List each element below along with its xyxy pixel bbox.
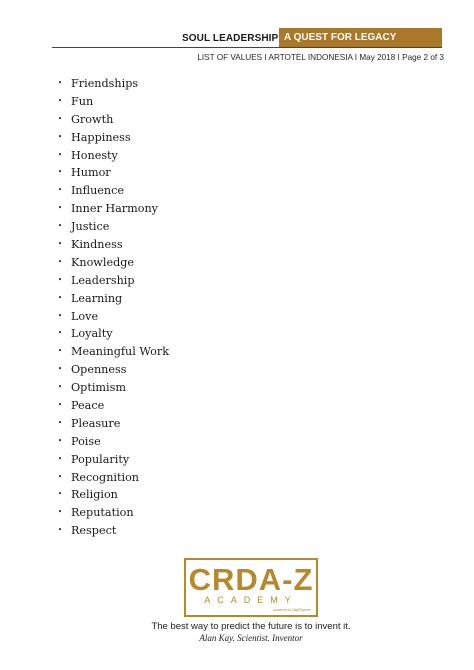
bullet-icon: • — [58, 490, 63, 499]
header-title-left: SOUL LEADERSHIP — [182, 33, 279, 44]
bullet-icon: • — [58, 383, 63, 392]
list-item — [58, 272, 169, 290]
list-item — [58, 200, 169, 218]
list-item-label: Pleasure — [71, 416, 121, 430]
bullet-icon: • — [58, 257, 63, 266]
list-item-label: Poise — [71, 434, 101, 448]
bullet-icon: • — [58, 114, 63, 123]
bullet-icon: • — [58, 222, 63, 231]
logo-title: CRDA-Z — [188, 562, 314, 597]
list-item — [58, 93, 169, 111]
list-item-label: Respect — [71, 524, 117, 538]
list-item — [58, 433, 169, 451]
header-title-right: A QUEST FOR LEGACY — [279, 28, 442, 47]
list-item-label: Reputation — [71, 506, 134, 520]
bullet-icon: • — [58, 168, 63, 177]
bullet-icon: • — [58, 132, 63, 141]
bullet-icon: • — [58, 150, 63, 159]
list-item-label: Learning — [71, 291, 123, 305]
bullet-icon: • — [58, 472, 63, 481]
header-subtitle: LIST OF VALUES I ARTOTEL INDONESIA I May 2018 I Page 2 of 3 — [197, 53, 444, 62]
list-item-label: Peace — [71, 399, 105, 413]
list-item — [58, 254, 169, 272]
list-item-label: Popularity — [71, 452, 130, 466]
list-item-label: Openness — [71, 363, 127, 377]
bullet-icon: • — [58, 275, 63, 284]
bullet-icon: • — [58, 186, 63, 195]
list-item — [58, 218, 169, 236]
list-item — [58, 164, 169, 182]
list-item — [58, 236, 169, 254]
list-item — [58, 469, 169, 487]
bullet-icon: • — [58, 526, 63, 535]
list-item — [58, 182, 169, 200]
list-item — [58, 147, 169, 165]
values-list — [58, 75, 169, 540]
list-item-label: Happiness — [71, 130, 131, 144]
logo-subtitle: ACADEMY — [204, 595, 298, 605]
bullet-icon: • — [58, 347, 63, 356]
logo-powered-by: powered by DigiRhymes — [273, 608, 311, 612]
bullet-icon: • — [58, 293, 63, 302]
list-item — [58, 343, 169, 361]
list-item-label: Fun — [71, 94, 94, 108]
list-item-label: Leadership — [71, 273, 135, 287]
list-item-label: Humor — [71, 166, 111, 180]
bullet-icon: • — [58, 418, 63, 427]
logo — [184, 558, 318, 617]
footer-quote: The best way to predict the future is to invent it. — [151, 621, 351, 632]
bullet-icon: • — [58, 454, 63, 463]
list-item — [58, 522, 169, 540]
bullet-icon: • — [58, 365, 63, 374]
bullet-icon: • — [58, 96, 63, 105]
list-item-label: Friendships — [71, 77, 139, 90]
list-item — [58, 308, 169, 326]
list-item — [58, 325, 169, 343]
list-item — [58, 111, 169, 129]
list-item-label: Loyalty — [71, 327, 113, 341]
bullet-icon: • — [58, 329, 63, 338]
bullet-icon: • — [58, 311, 63, 320]
footer-quote-author: Alan Kay. Scientist. Inventor — [199, 633, 303, 643]
bullet-icon: • — [58, 240, 63, 249]
bullet-icon: • — [58, 79, 63, 87]
list-item — [58, 361, 169, 379]
list-item — [58, 397, 169, 415]
list-item-label: Recognition — [71, 470, 140, 484]
list-item-label: Meaningful Work — [71, 345, 169, 359]
list-item — [58, 129, 169, 147]
list-item — [58, 486, 169, 504]
list-item — [58, 379, 169, 397]
list-item — [58, 290, 169, 308]
list-item-label: Honesty — [71, 148, 118, 162]
bullet-icon: • — [58, 401, 63, 410]
bullet-icon: • — [58, 436, 63, 445]
list-item — [58, 451, 169, 469]
list-item — [58, 504, 169, 522]
list-item — [58, 415, 169, 433]
list-item-label: Knowledge — [71, 255, 135, 269]
header-divider — [52, 47, 442, 48]
list-item-label: Religion — [71, 488, 118, 502]
list-item-label: Growth — [71, 112, 114, 126]
bullet-icon: • — [58, 508, 63, 517]
list-item-label: Optimism — [71, 381, 126, 395]
list-item-label: Love — [71, 309, 99, 323]
list-item-label: Influence — [71, 184, 125, 198]
list-item-label: Kindness — [71, 238, 123, 252]
list-item-label: Justice — [71, 220, 110, 234]
list-item — [58, 75, 169, 93]
bullet-icon: • — [58, 204, 63, 213]
list-item-label: Inner Harmony — [71, 202, 158, 216]
